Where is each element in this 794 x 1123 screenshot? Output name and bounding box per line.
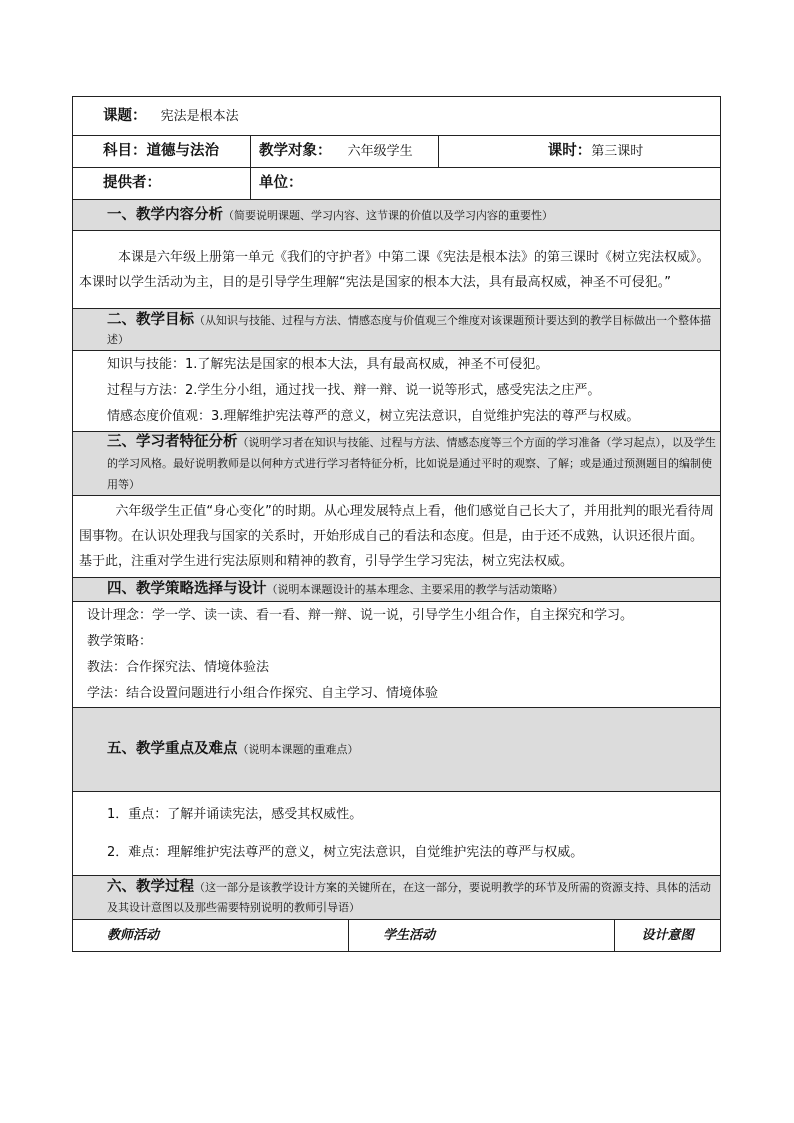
section-5-title: 五、教学重点及难点 [107, 741, 238, 757]
column-teacher-activity: 教师活动 [107, 927, 160, 943]
process-column-headers [73, 920, 721, 952]
audience-label: 教学对象： [259, 143, 332, 159]
provider-label: 提供者： [103, 175, 161, 191]
section-6-header [73, 876, 721, 920]
learning-method: 学法：结合设置问题进行小组合作探究、自主学习、情境体验 [87, 685, 439, 701]
design-concept: 设计理念：学一学、读一读、看一看、辩一辩、说一说，引导学生小组合作，自主探究和学习。 [87, 607, 634, 623]
audience-cell [251, 136, 439, 168]
section-1-body-row [73, 231, 721, 309]
key-point: 1．重点：了解并诵读宪法，感受其权威性。 [107, 806, 363, 822]
topic-value: 宪法是根本法 [160, 108, 239, 124]
teaching-method: 教法：合作探究法、情境体验法 [87, 659, 270, 675]
section-1-note: （简要说明课题、学习内容、这节课的价值以及学习内容的重要性） [223, 208, 553, 222]
section-3-header [73, 432, 721, 496]
section-3-title: 三、学习者特征分析 [107, 434, 238, 450]
section-4-note: （说明本课题设计的基本理念、主要采用的教学与活动策略） [266, 583, 564, 596]
unit-label: 单位： [259, 175, 303, 191]
section-1-header [73, 200, 721, 231]
subject-label: 科目： [103, 143, 147, 159]
column-design-intent: 设计意图 [641, 927, 694, 943]
audience-value: 六年级学生 [347, 144, 413, 159]
difficult-point: 2．难点：理解维护宪法尊严的意义，树立宪法意识，自觉维护宪法的尊严与权威。 [107, 844, 584, 860]
objective-process: 过程与方法：2.学生分小组，通过找一找、辩一辩、说一说等形式，感受宪法之庄严。 [107, 383, 601, 398]
objective-knowledge: 知识与技能：1.了解宪法是国家的根本大法，具有最高权威，神圣不可侵犯。 [107, 357, 549, 372]
objective-attitude: 情感态度价值观：3.理解维护宪法尊严的意义，树立宪法意识，自觉维护宪法的尊严与权威。 [107, 409, 640, 424]
column-student-activity: 学生活动 [383, 927, 436, 943]
lesson-plan-document [72, 96, 720, 952]
provider-row [73, 168, 721, 200]
period-value: 第三课时 [591, 144, 644, 159]
section-1-body: 本课是六年级上册第一单元《我们的守护者》中第二课《宪法是根本法》的第三课时《树立宪法权威》。本课时以学生活动为主，目的是引导学生理解“宪法是国家的根本大法，具有最高权威，神圣不可侵犯。” [73, 231, 721, 309]
section-5-header [73, 708, 721, 792]
section-4-title: 四、教学策略选择与设计 [107, 581, 267, 597]
section-6-title: 六、教学过程 [107, 879, 194, 895]
period-label: 课时： [547, 143, 592, 159]
section-2-body-row [73, 351, 721, 432]
section-3-body-row [73, 496, 721, 578]
topic-label: 课题： [103, 107, 147, 124]
section-4-body-row [73, 602, 721, 708]
topic-row [73, 97, 721, 136]
section-5-note: （说明本课题的重难点） [237, 743, 359, 756]
section-3-note: （说明学习者在知识与技能、过程与方法、情感态度等三个方面的学习准备（学习起点），以及学生的学习风格。最好说明教师是以何种方式进行学习者特征分析，比如说是通过平时的观察、了解；或是通过预测题目的编制使用等） [107, 436, 716, 491]
section-4-header [73, 578, 721, 602]
period-cell [439, 136, 721, 168]
section-6-note: （这一部分是该教学设计方案的关键所在，在这一部分，要说明教学的环节及所需的资源支持、具体的活动及其设计意图以及那些需要特别说明的教师引导语） [107, 881, 711, 914]
lesson-plan-table [72, 96, 721, 952]
section-2-title: 二、教学目标 [107, 311, 194, 328]
section-2-header [73, 309, 721, 351]
subject-value: 道德与法治 [146, 143, 219, 159]
subject-row [73, 136, 721, 168]
section-2-note: （从知识与技能、过程与方法、情感态度与价值观三个维度对该课题预计要达到的教学目标做出一个整体描述） [107, 313, 711, 346]
section-5-body-row [73, 792, 721, 876]
subject-cell [73, 136, 251, 168]
section-1-title: 一、教学内容分析 [107, 206, 223, 223]
teaching-strategy: 教学策略： [87, 633, 153, 649]
section-3-body: 六年级学生正值“身心变化”的时期。从心理发展特点上看，他们感觉自己长大了，并用批判的眼光看待周围事物。在认识处理我与国家的关系时，开始形成自己的看法和态度。但是，由于还不成熟，认识还很片面。基于此，注重对学生进行宪法原则和精神的教育，引导学生学习宪法，树立宪法权威。 [73, 496, 721, 578]
